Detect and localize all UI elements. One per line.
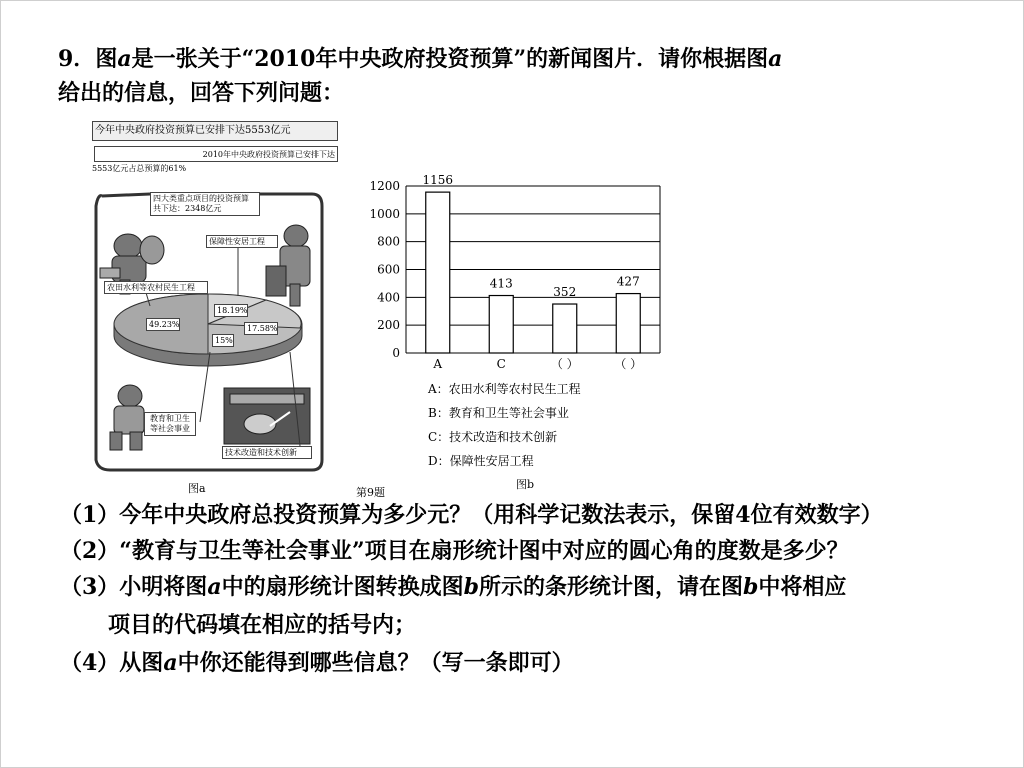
question-line-1: 9．图a是一张关于“2010年中央政府投资预算”的新闻图片．请你根据图a: [58, 46, 783, 72]
label-farm: 农田水利等农村民生工程: [104, 281, 208, 294]
legend-c: C：技术改造和技术创新: [428, 430, 558, 444]
x-category-label: A: [433, 357, 443, 371]
x-category-label: （ ）: [550, 357, 579, 371]
inner-title: [150, 192, 260, 216]
bar-0: [426, 192, 450, 353]
news-subline-2: 5553亿元占总预算的61%: [92, 164, 187, 173]
news-headline: 今年中央政府投资预算已安排下达5553亿元: [92, 121, 338, 141]
label-housing: 保障性安居工程: [206, 235, 278, 248]
sub-question-4: （4）从图a中你还能得到哪些信息？（写一条即可）: [60, 650, 574, 676]
label-edu-line-2: 等社会事业: [150, 424, 190, 433]
label-edu: [144, 412, 196, 436]
inner-title-line-1: 四大类重点项目的投资预算: [153, 194, 249, 203]
sub-question-3: （3）小明将图a中的扇形统计图转换成图b所示的条形统计图，请在图b中将相应: [60, 574, 847, 600]
bar-2: [553, 304, 577, 353]
legend-d: D：保障性安居工程: [428, 454, 534, 468]
bar-1: [489, 296, 513, 353]
pie-pct-tech: 15%: [212, 334, 234, 347]
y-tick-label: 0: [392, 346, 400, 360]
y-tick-label: 400: [377, 290, 400, 305]
figure-a-caption: 图a: [188, 482, 206, 495]
sub-question-2: （2）“教育与卫生等社会事业”项目在扇形统计图中对应的圆心角的度数是多少？: [60, 538, 849, 564]
bar-value-label: 413: [489, 276, 513, 291]
bar-value-label: 427: [616, 274, 640, 289]
bar-value-label: 352: [553, 285, 577, 300]
news-illustration: [90, 176, 330, 472]
legend-a: A：农田水利等农村民生工程: [428, 382, 581, 396]
legend-b: B：教育和卫生等社会事业: [428, 406, 569, 420]
label-tech: 技术改造和技术创新: [222, 446, 312, 459]
bar-value-label: 1156: [422, 173, 454, 188]
y-tick-label: 200: [377, 318, 400, 333]
label-edu-line-1: 教育和卫生: [150, 414, 190, 423]
pie-pct-housing: 18.19%: [214, 304, 248, 317]
x-category-label: （ ）: [614, 357, 643, 371]
y-tick-label: 1200: [369, 179, 400, 193]
pie-pct-edu: 17.58%: [244, 322, 278, 335]
x-category-label: C: [496, 357, 506, 371]
inner-title-line-2: 共下达：2348亿元: [153, 204, 222, 213]
pie-pct-farm: 49.23%: [146, 318, 180, 331]
news-subline: 2010年中央政府投资预算已安排下达: [94, 146, 338, 162]
question-line-2: 给出的信息，回答下列问题：: [58, 80, 345, 106]
sub-question-1: （1）今年中央政府总投资预算为多少元？（用科学记数法表示，保留4位有效数字）: [60, 502, 883, 528]
bar-3: [616, 294, 640, 353]
y-tick-label: 600: [377, 262, 400, 277]
y-tick-label: 800: [377, 234, 400, 249]
figure-number-label: 第9题: [356, 486, 385, 499]
bar-chart: [360, 160, 680, 380]
sub-question-3-line-2: 项目的代码填在相应的括号内；: [108, 612, 417, 638]
y-tick-label: 1000: [369, 206, 400, 221]
figure-b-caption: 图b: [516, 478, 535, 491]
